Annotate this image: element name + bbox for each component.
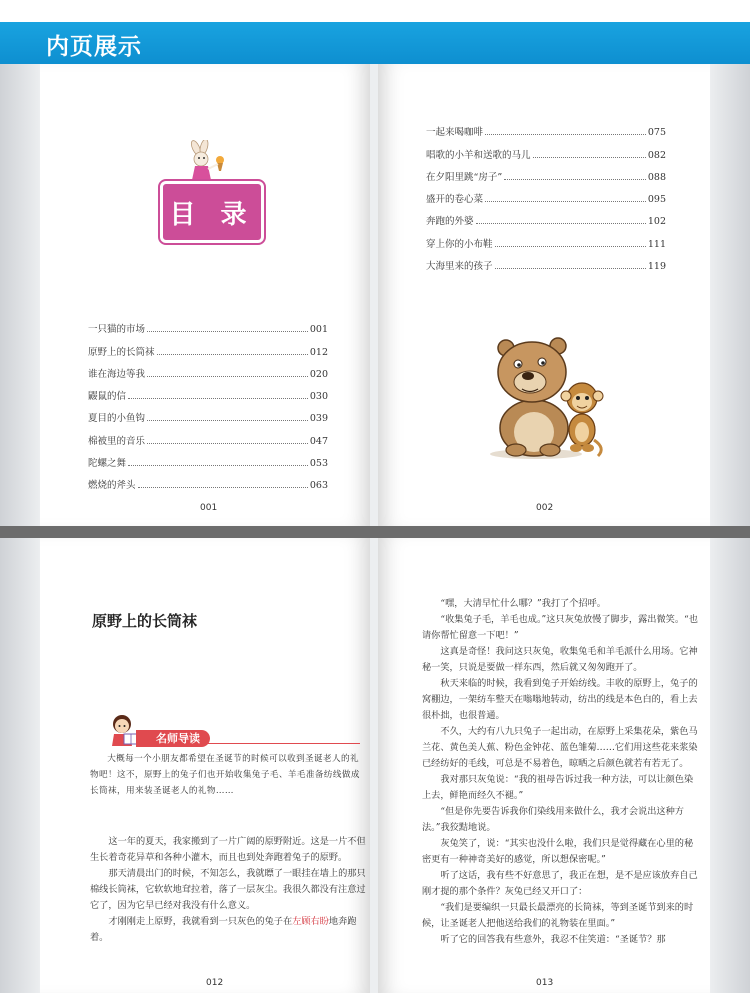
body-paragraph: 这一年的夏天，我家搬到了一片广阔的原野附近。这是一片不但生长着奇花异草和各种小灌木，而且也到处奔跑着兔子的原野。: [90, 836, 366, 863]
page-number: 012: [206, 978, 224, 988]
spread-divider: [0, 526, 750, 538]
toc-page-right: [378, 64, 710, 526]
body-paragraph: “嘿，大清早忙什么哪？”我打了个招呼。: [440, 598, 606, 609]
guide-badge: 名师导读: [136, 730, 210, 747]
body-paragraph: “收集兔子毛，羊毛也成。”这只灰兔放慢了脚步，露出微笑。“也请你帮忙留意一下吧！”: [422, 614, 698, 641]
body-paragraph: “但是你先要告诉我你们染线用来做什么，我才会说出这种方法。”我狡黠地说。: [422, 806, 684, 833]
toc-entry[interactable]: 谁在海边等我 020: [88, 368, 328, 380]
toc-entry[interactable]: 燃烧的斧头 063: [88, 480, 328, 492]
chapter-page-right: [378, 538, 710, 993]
chapter-title: 原野上的长筒袜: [92, 612, 198, 630]
toc-list-left: [88, 313, 328, 491]
body-paragraph: 我对那只灰兔说：“我的祖母告诉过我一种方法，可以让颜色染上去，鲜艳而经久不褪。”: [422, 774, 694, 801]
toc-entry[interactable]: 在夕阳里跳“房子” 088: [426, 171, 666, 183]
toc-entry[interactable]: 夏目的小鱼钩 039: [88, 413, 328, 425]
body-paragraph: 秋天来临的时候，我看到兔子开始纺线。丰收的原野上，兔子的窝棚边，一架纺车整天在嗡嗡地转动，纺出的线是本色白的，看上去很朴拙，也很普通。: [422, 678, 698, 721]
body-paragraph: 听了它的回答我有些意外，我忍不住笑道：“圣诞节？那: [440, 934, 666, 945]
page-number: 013: [536, 978, 554, 988]
toc-entry[interactable]: 一起来喝咖啡 075: [426, 127, 666, 139]
toc-entry[interactable]: 唱歌的小羊和送歌的马儿 082: [426, 149, 666, 161]
toc-page-left: [40, 64, 370, 526]
body-paragraph: 灰兔笑了，说：“其实也没什么啦，我们只是觉得藏在心里的秘密更有一种神奇美好的感觉，所以想保密呢。”: [422, 838, 694, 865]
toc-entry[interactable]: 穿上你的小布鞋 111: [426, 238, 666, 250]
toc-entry[interactable]: 陀螺之舞 053: [88, 458, 328, 470]
bear-monkey-illustration: [486, 332, 606, 460]
spread-toc: [0, 64, 750, 526]
bunny-illustration: [184, 140, 236, 186]
body-paragraph: “我们是要编织一只最长最漂亮的长筒袜，等到圣诞节到来的时候，让圣诞老人把他送给我们的礼物装在里面。”: [422, 902, 694, 929]
toc-entry[interactable]: 原野上的长筒袜 012: [88, 346, 328, 358]
body-paragraph: 那天清晨出门的时候，不知怎么，我就瞟了一眼挂在墙上的那只棉线长筒袜，它软软地耷拉着，落了一层灰尘。我很久都没有注意过它了，因为它早已经对我没有什么意义。: [90, 868, 366, 911]
toc-entry[interactable]: 一只猫的市场 001: [88, 324, 328, 336]
toc-entry[interactable]: 奔跑的外婆 102: [426, 216, 666, 228]
body-paragraph: 不久，大约有八九只兔子一起出动，在原野上采集花朵，紫色马兰花、黄色美人蕉、粉色金钟花、蓝色雏菊……它们用这些花来浆染已经纺好的毛线，可总是不易着色，晾晒之后颜色就若有若无了。: [422, 726, 698, 769]
body-paragraph: 听了这话，我有些不好意思了，我正在想，是不是应该放弃自己刚才提的那个条件？灰兔已经又开口了：: [422, 870, 698, 897]
toc-list-right: [426, 116, 666, 272]
guide-paragraph: 大概每一个小朋友都希望在圣诞节的时候可以收到圣诞老人的礼物吧！这不，原野上的兔子们也开始收集兔子毛、羊毛准备纺线做成长筒袜，用来装圣诞老人的礼物……: [90, 754, 360, 796]
toc-entry[interactable]: 棉被里的音乐 047: [88, 435, 328, 447]
toc-heading-badge: 目 录: [160, 181, 264, 243]
page-number: 001: [200, 503, 218, 513]
chapter-page-left: [40, 538, 370, 993]
chapter-body-right: [422, 596, 698, 948]
page-number: 002: [536, 503, 554, 513]
toc-entry[interactable]: 盛开的卷心菜 095: [426, 194, 666, 206]
highlight-phrase: 左顾右盼: [292, 916, 329, 927]
header-title: 内页展示: [46, 34, 142, 60]
toc-entry[interactable]: 鼹鼠的信 030: [88, 391, 328, 403]
spread-chapter: [0, 538, 750, 993]
chapter-body-left: [90, 834, 370, 946]
toc-entry[interactable]: 大海里来的孩子 119: [426, 261, 666, 273]
header-bar: [0, 22, 750, 64]
body-paragraph: 这真是奇怪！我问这只灰兔，收集兔毛和羊毛派什么用场。它神秘一笑，只说是要做一样东西，然后就又匆匆跑开了。: [422, 646, 698, 673]
body-paragraph: 才刚刚走上原野，我就看到一只灰色的兔子在左顾右盼地奔跑着。: [90, 916, 357, 943]
